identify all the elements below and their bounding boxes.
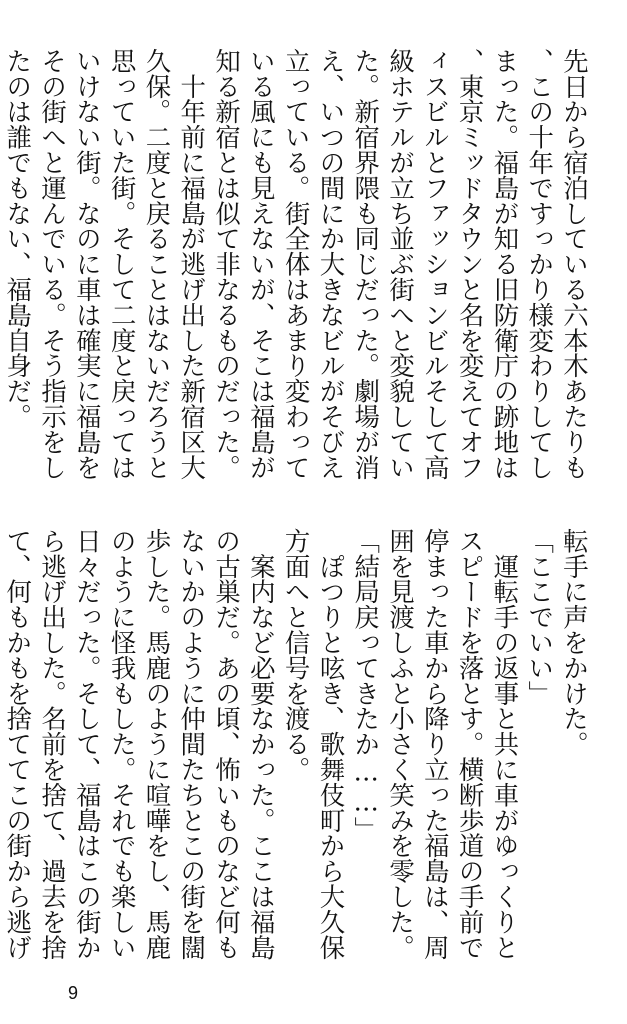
paragraph: 転手に声をかけた。: [560, 528, 590, 757]
page-number: 9: [68, 983, 79, 1003]
paragraph: 運転手の返事と共に車がゆっくりとスピードを落とす。横断歩道の手前で停まった車から降り立った福島は、周囲を見渡しふと小さく笑みを零した。: [386, 528, 521, 960]
paragraph: 案内など必要なかった。ここは福島の古巣だ。あの頃、怖いものなど何もないかのように仲間たちとこの街を闊歩した。馬鹿のように喧嘩をし、馬鹿のように怪我もした。それでも楽しい日々だった。そして、福島はこの街から逃げ出した。名前を捨て、過去を捨て、何もかもを捨ててこの街から逃げ: [3, 528, 277, 960]
lower-text-block: [3, 528, 592, 968]
paragraph: 「結局戻ってきたか……」: [351, 528, 382, 842]
paragraph: 「ここでいい」: [525, 528, 556, 706]
paragraph: 十年前に福島が逃げ出した新宿区大久保。二度と戻ることはないだろうと思っていた街。そして二度と戻ってはいけない街。なのに車は確実に福島をその街へと運んでいる。そう指示をしたのは誰でもない、福島自身だ。: [3, 48, 208, 480]
paragraph: ぽつりと呟き、歌舞伎町から大久保方面へと信号を渡る。: [281, 528, 347, 960]
paragraph: 先日から宿泊している六本木あたりも、この十年ですっかり様変わりしてしまった。福島が知る旧防衛庁の跡地は、東京ミッドタウンと名を変えてオフィスビルとファッションビルそして高級ホテルが立ち並ぶ街へと変貌していた。新宿界隈も同じだった。劇場が消え、いつの間にか大きなビルがそびえ立っている。街全体はあまり変わっている風にも見えないが、そこは福島が知る新宿とは似て非なるものだった。: [212, 48, 590, 480]
upper-text-block: [3, 48, 592, 488]
